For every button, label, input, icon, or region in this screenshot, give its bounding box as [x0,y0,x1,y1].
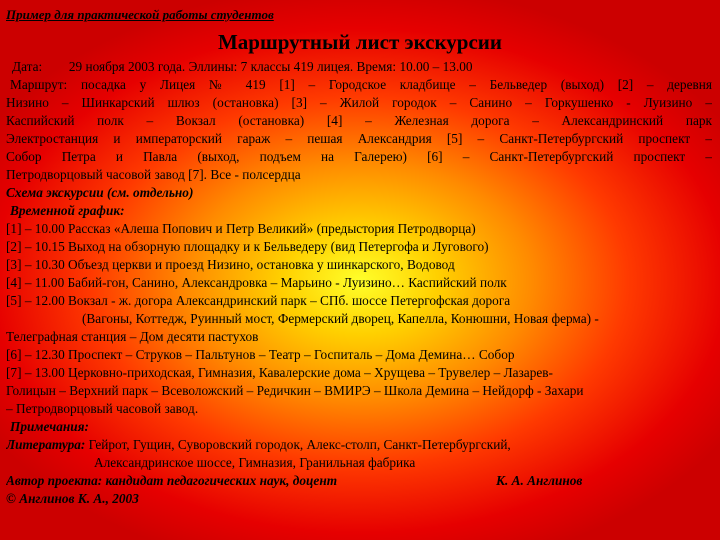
page-title: Маршрутный лист экскурсии [217,30,503,54]
schedule-label: Временной график: [10,203,125,218]
literature-text: Гейрот, Гущин, Суворовский городок, Алекс-столп, Санкт-Петербургский, [85,437,511,452]
schedule-heading [10,202,716,220]
schedule-item-5-cont: (Вагоны, Коттедж, Руинный мост, Фермерский дворец, Капелла, Конюшни, Новая ферма) - [82,311,599,326]
schedule-item-5: [5] – 12.00 Вокзал - ж. догора Александринский парк – СПб. шоссе Петергофская дорога [6,293,511,308]
literature-line [6,436,712,454]
author-line [6,472,712,490]
literature-label: Литература: [6,437,86,452]
route-label: Маршрут: [10,77,68,92]
route-line-5: Собор Петра и Павла (выход, подъем на Галерею) [6] – Санкт-Петербургский проспект – [6,149,712,164]
schedule-item-6: [6] – 12.30 Проспект – Струков – Пальтунов – Театр – Госпиталь – Дома Демина… Собор [6,347,515,362]
date-value: 29 ноября 2003 года. Эллины: 7 классы 419 лицея. Время: 10.00 – 13.00 [68,59,473,74]
scheme-label: Схема экскурсии (см. отдельно) [6,185,194,200]
copyright-line [6,490,712,508]
date-line [12,58,718,76]
copyright: © Англинов К. А., 2003 [6,491,139,506]
schedule-item-5-end: Телеграфная станция – Дом десяти пастухов [6,329,259,344]
author-name: К. А. Англинов [496,473,583,488]
literature-line-2: Александринское шоссе, Гимназия, Гранильная фабрика [94,455,416,470]
route-line-6: Петродворцовый часовой завод [7]. Все - полсердца [6,167,301,182]
route-line-3: Каспийский полк – Вокзал (остановка) [4] – Железная дорога – Александринский парк [6,113,712,128]
schedule-item-7: [7] – 13.00 Церковно-приходская, Гимназия, Кавалерские дома – Хрущева – Трувелер – Лазарев- [6,365,553,380]
notes-heading [10,418,716,436]
notes-label: Примечания: [10,419,89,434]
schedule-item-2: [2] – 10.15 Выход на обзорную площадку и к Бельведеру (вид Петергофа и Лугового) [6,239,489,254]
route-line-2: Низино – Шинкарский шлюз (остановка) [3] – Жилой городок – Санино – Горкушенко - Луизино – [6,95,712,110]
schedule-item-1: [1] – 10.00 Рассказ «Алеша Попович и Петр Великий» (предыстория Петродворца) [6,221,476,236]
schedule-item-7-cont: Голицын – Верхний парк – Всеволожский – Редичкин – ВМИРЭ – Школа Демина – Нейдорф - Захари [6,383,584,398]
schedule-item-3: [3] – 10.30 Объезд церкви и проезд Низино, остановка у шинкарского, Водовод [6,257,455,272]
route-text-1: посадка у Лицея № 419 [1] – Городское кладбище – Бельведер (выход) [2] – деревня [67,77,712,92]
author-label: Автор проекта: кандидат педагогических наук, доцент [6,473,338,488]
scheme-note [6,184,712,202]
date-label: Дата: [12,59,43,74]
route-line-1 [10,76,712,94]
top-label: Пример для практической работы студентов [6,7,274,22]
route-line-4: Электростанция и императорский гараж – пешая Александрия [5] – Санкт-Петербургский проспект – [6,131,712,146]
schedule-item-7-end: – Петродворцовый часовой завод. [6,401,199,416]
schedule-item-4: [4] – 11.00 Бабий-гон, Санино, Александровка – Марьино - Луизино… Каспийский полк [6,275,507,290]
